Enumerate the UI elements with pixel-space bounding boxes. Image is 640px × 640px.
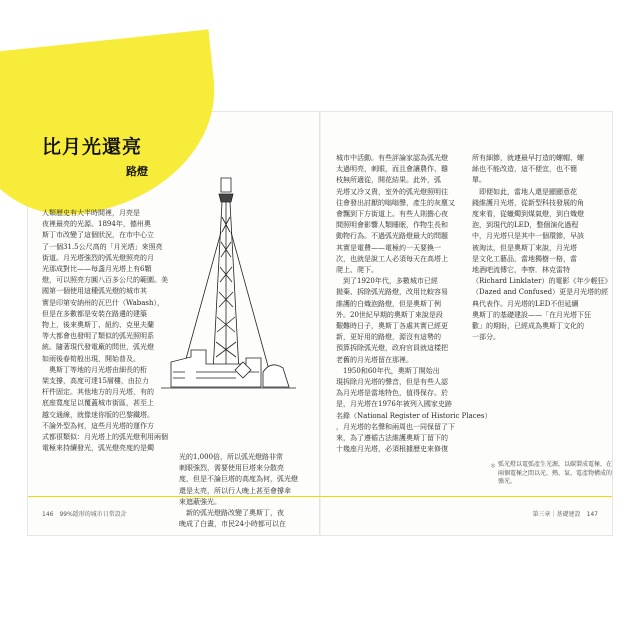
- text-line: 艱難時日子，奧斯丁各處其實已經更: [336, 322, 448, 331]
- text-line: 會飄到下方街道上。有些人則擔心夜: [336, 210, 448, 219]
- text-line: 1950和60年代，奧斯丁開始出: [336, 366, 440, 375]
- footer-rule: [28, 496, 612, 497]
- text-line: 刺眼強烈，需要使用巨塔來分散亮: [179, 464, 284, 473]
- text-column-left-2: [179, 452, 303, 530]
- text-line: 預算拆除弧光燈，政府官員就這樣把: [336, 344, 448, 353]
- text-line: 是文化工藝品，當地獨樹一格，當: [472, 254, 577, 263]
- text-line: 越交通線，就像迷你版的巴黎鐵塔。: [42, 410, 154, 419]
- text-line: 即便如此，當地人還是顯顯意花: [472, 187, 577, 196]
- text-line: 新，更好用的路燈，源沒有這勢的: [336, 333, 441, 342]
- text-line: 但是在多數都是安裝在路邊的建築: [42, 309, 147, 318]
- text-line: 錢維護月光塔，從新型科技發展的角: [472, 198, 584, 207]
- folio-left: 146 99%隱形的城市日常設計: [42, 511, 127, 518]
- text-line: 現拆除月光塔的聲音，但是有些人認: [336, 378, 448, 387]
- text-line: 強光。: [498, 478, 517, 485]
- text-line: 地酒吧流傳它，李察．林克雷特: [472, 266, 570, 275]
- text-line: （Richard Linklater）的電影《年少輕狂》: [472, 277, 612, 286]
- text-line: 不論外型為何，這些月光塔的運作方: [42, 421, 154, 430]
- text-line: 爬上、爬下。: [336, 266, 378, 275]
- text-line: 斯丁市改變了這個狀況，在市中心立: [42, 231, 154, 240]
- text-line: 來，為了遵循古法維護奧斯丁留下的: [336, 434, 448, 443]
- text-line: 老舊的月光塔留在那裡。: [336, 355, 413, 364]
- text-column-right-2: [472, 153, 612, 343]
- text-line: 典代表作。月光塔的LED不但延續: [472, 299, 579, 308]
- footnote: [498, 461, 613, 487]
- text-line: 弧光燈以電弧產生光源，以碳製成電極，在: [498, 461, 613, 468]
- text-line: （Dazed and Confused）更是月光塔的經: [472, 288, 609, 297]
- text-line: 還是太亮，所以行人晚上甚至會撐傘: [179, 486, 291, 495]
- text-line: 國第一個使用這種弧光燈的城市其: [42, 287, 147, 296]
- text-line: 杆件固定。其他地方的月光塔，有的: [42, 388, 154, 397]
- section-subtitle: 路燈: [126, 165, 148, 178]
- text-line: 底座寬度足以覆蓋城市街區，甚至上: [42, 399, 154, 408]
- text-line: 來遮蔽強光。: [179, 497, 221, 506]
- text-line: 電極來持續發光，弧光燈亮度約是燭: [42, 444, 154, 453]
- text-line: 度來看，從蠟燭到煤氣燈，到白熾燈: [472, 210, 584, 219]
- text-line: 光那成對比——每盞月光塔上有6顆: [42, 265, 152, 274]
- text-line: 度，但是不論巨塔的高度為何，弧光燈: [179, 475, 298, 484]
- text-line: 架支撐，高度可達15層樓，由拉力: [42, 377, 149, 386]
- text-line: 枝無所適從，開花結果。此外，弧: [336, 176, 441, 185]
- text-line: ，月光塔的名聲和兩周也一同保留了下: [336, 422, 455, 431]
- text-line: 了一個31.5公尺高的「月光塔」來照亮: [42, 242, 163, 251]
- text-line: 一部分。: [472, 333, 500, 342]
- text-line: 兩個電極之間以光、熱、氣、電產物構成的: [498, 469, 613, 477]
- footnote-marker: ＊: [490, 463, 497, 470]
- text-line: 維護的白熾泡路燈，但是奧斯丁例: [336, 299, 441, 308]
- text-line: 城市中活動。有些評論家認為弧光燈: [336, 154, 448, 162]
- text-line: 太過明亮，刺眼，而且會讓農作、雞: [336, 165, 448, 174]
- text-line: 其實是電費——電極約一天要換一: [336, 243, 441, 252]
- text-line: 歡」的期盼，已經成為奧斯丁文化的: [472, 322, 584, 331]
- text-line: 單。: [472, 176, 486, 185]
- text-line: 所有細節，就連最早打造的螺帽、螺: [472, 154, 584, 162]
- text-line: 到了1920年代，多數城市已經: [336, 277, 438, 286]
- text-column-left-1: [42, 208, 168, 454]
- text-line: 奧斯丁的基礎建設——「在月光塔下狂: [472, 310, 591, 319]
- text-line: 是，月光塔在1976年被列入國家史跡: [336, 400, 452, 409]
- chapter-title: 比月光還亮: [42, 136, 143, 158]
- text-line: 奧斯丁等地的月光塔由細長的桁: [42, 365, 147, 374]
- text-line: 外。20世紀早期的奧斯丁來說是段: [336, 310, 443, 319]
- text-line: 往會發出討厭的嗡嗡聲，產生的灰塵又: [336, 198, 455, 207]
- text-line: 燈，可以照亮方圓八百多公尺的範圍。美: [42, 276, 168, 285]
- text-line: 統。隨著現代發電廠的問世，弧光燈: [42, 343, 154, 352]
- text-line: 泡，到現代的LED，整個演化過程: [472, 221, 579, 230]
- text-line: 中，月光塔只是其中一個環節，早該: [472, 232, 584, 241]
- book-spread: [28, 112, 612, 535]
- text-line: 實是印第安納州的瓦巴什（Wabash），: [42, 298, 165, 307]
- text-line: 晚成了白晝，市民24小時都可以在: [179, 520, 286, 529]
- text-line: 動物行為。不過弧光路燈最大的問題: [336, 232, 448, 241]
- text-line: 新的弧光燈路改變了奧斯丁，夜: [179, 509, 284, 518]
- text-line: 次，也就是說工人必須每天在高塔上: [336, 254, 448, 263]
- text-line: 光塔又冷又貴，室外的弧光燈照明往: [336, 187, 448, 196]
- text-line: 絲也不能改造，這不便宜，也不簡: [472, 165, 577, 174]
- text-line: 名錄（National Register of Historic Places）: [336, 411, 492, 420]
- text-line: 街道。月光塔強烈的弧光燈照亮的月: [42, 253, 154, 262]
- text-line: 光的1,000倍，所以弧光燈路非常: [179, 453, 284, 461]
- text-line: 間照明會影響人類睡眠，作物生長和: [336, 221, 448, 230]
- text-line: 式都很類似：月光塔上的弧光燈利用兩個: [42, 433, 168, 442]
- text-line: 被淘汰，但是奧斯丁來說，月光塔: [472, 243, 577, 252]
- text-line: 如雨後春筍般出現，開始普及。: [42, 354, 140, 363]
- text-line: 物上，後來奧斯丁、紐約、克里夫蘭: [42, 321, 154, 330]
- text-line: 十幾座月光塔，必須根據歷史來修復: [336, 445, 448, 454]
- text-line: 等大都會也發明了類似的弧光照明系: [42, 332, 154, 341]
- text-line: 為月光塔是當地特色，值得保存。於: [336, 389, 448, 398]
- moonlight-tower-illustration: [151, 172, 301, 442]
- text-line: 人類歷史有大半時間裡，月亮是: [42, 209, 140, 217]
- text-line: 拋棄、拆除弧光路燈，改用比較容易: [336, 288, 448, 297]
- page-gutter: [319, 112, 321, 535]
- folio-right: 第三章｜基礎建設 147: [532, 511, 598, 518]
- text-line: 夜裡最亮的光源。1894年，德州奧: [42, 220, 151, 229]
